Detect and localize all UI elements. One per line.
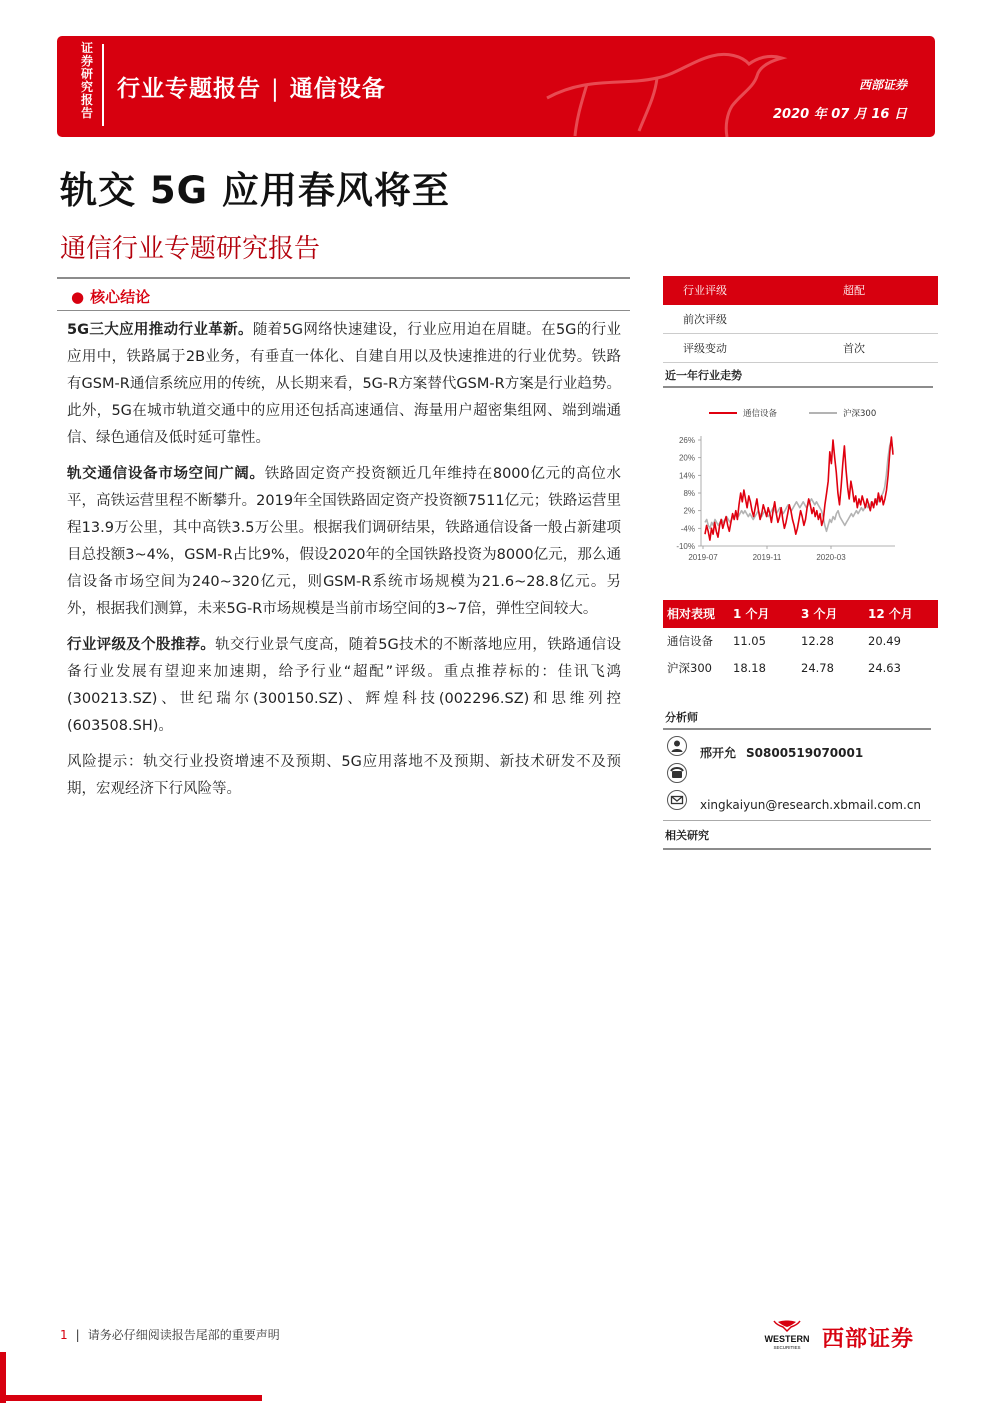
banner-brand: 西部证券 xyxy=(858,78,907,92)
analyst-section-title: 分析师 xyxy=(663,708,931,730)
table-cell: 沪深300 xyxy=(667,661,712,675)
series-line xyxy=(705,437,893,540)
logo-subtext: SECURITIES xyxy=(773,1345,801,1350)
chart-title: 近一年行业走势 xyxy=(663,366,933,388)
rating-change-value: 首次 xyxy=(843,342,865,355)
prev-rating-label: 前次评级 xyxy=(683,313,727,326)
analyst-email[interactable]: xingkaiyun@research.xbmail.com.cn xyxy=(700,798,922,812)
risk-warning-text: 风险提示：轨交行业投资增速不及预期、5G应用落地不及预期、新技术研发不及预期，宏观经济下行风险等。 xyxy=(67,754,621,797)
section-label: 核心结论 xyxy=(90,288,151,306)
paragraph xyxy=(67,632,621,740)
table-row xyxy=(663,655,938,682)
related-research-title: 相关研究 xyxy=(663,826,931,850)
header-banner xyxy=(57,36,935,137)
table-row xyxy=(663,628,938,655)
person-icon xyxy=(667,736,687,756)
table-cell: 20.49 xyxy=(868,634,901,648)
header-cell: 3 个月 xyxy=(801,607,838,621)
y-tick-label: -4% xyxy=(680,524,695,534)
core-conclusion-header xyxy=(57,277,630,311)
title-separator: | xyxy=(271,76,280,102)
header-cell: 12 个月 xyxy=(868,607,913,621)
report-subtitle: 通信行业专题研究报告 xyxy=(60,234,321,264)
y-tick-label: 8% xyxy=(683,489,695,498)
rating-row-current xyxy=(663,276,938,305)
banner-title xyxy=(117,70,386,103)
analyst-info xyxy=(700,744,863,761)
rating-value: 超配 xyxy=(843,284,865,297)
report-type: 行业专题报告 xyxy=(117,76,261,102)
paragraph xyxy=(67,749,621,803)
analyst-name: 邢开允 xyxy=(700,746,737,760)
logo-wordmark: WESTERN xyxy=(764,1334,810,1344)
footer-separator: | xyxy=(75,1328,80,1342)
legend-label: 沪深300 xyxy=(843,409,877,419)
table-cell: 11.05 xyxy=(733,634,766,648)
section-bullet-icon: ● xyxy=(71,288,85,306)
paragraph-lead: 行业评级及个股推荐。 xyxy=(67,637,216,653)
phone-icon xyxy=(667,763,687,783)
report-title: 轨交 5G 应用春风将至 xyxy=(60,169,450,212)
table-cell: 通信设备 xyxy=(667,634,713,648)
x-tick-label: 2019-11 xyxy=(752,553,782,562)
table-cell: 18.18 xyxy=(733,661,766,675)
western-securities-logo xyxy=(756,1320,818,1350)
core-conclusion-body xyxy=(67,317,621,812)
disclaimer-text: 请务必仔细阅读报告尾部的重要声明 xyxy=(87,1328,280,1342)
y-tick-label: 14% xyxy=(678,471,695,481)
banner-divider xyxy=(102,44,104,126)
paragraph-text: 铁路固定资产投资额近几年维持在8000亿元的高位水平，高铁运营里程不断攀升。2019年全国铁路固定资产投资额7511亿元；铁路运营里程13.9万公里，其中高铁3.5万公里。根据我们调研结果，铁路通信设备一般占新建项目总投额3~4%，GSM-R占比9%，假设2020年的全国铁路投资为8000亿元，那么通信设备市场空间为240~320亿元，则GSM-R系统市场规模为21.6~28.8亿元。另外，根据我们测算，未来5G-R市场规模是当前市场空间的3~7倍，弹性空间较大。 xyxy=(67,466,621,617)
legend-label: 通信设备 xyxy=(743,409,778,419)
paragraph-lead: 5G三大应用推动行业革新。 xyxy=(67,322,253,338)
report-category-vertical-label: 证券研究报告 xyxy=(80,41,93,120)
rating-label: 行业评级 xyxy=(683,284,727,297)
performance-header-row xyxy=(663,600,938,628)
table-cell: 12.28 xyxy=(801,634,834,648)
footer-accent-horizontal xyxy=(0,1395,262,1401)
email-icon xyxy=(667,790,687,810)
page-number: 1 xyxy=(60,1328,68,1342)
paragraph-text: 随着5G网络快速建设，行业应用迫在眉睫。在5G的行业应用中，铁路属于2B业务，有垂直一体化、自建自用以及快速推进的行业优势。铁路有GSM-R通信系统应用的传统，从长期来看，5G-R方案替代GSM-R方案是行业趋势。此外，5G在城市轨道交通中的应用还包括高速通信、海量用户超密集组网、端到端通信、绿色通信及低时延可靠性。 xyxy=(67,322,621,446)
y-tick-label: -10% xyxy=(676,542,695,551)
paragraph xyxy=(67,461,621,623)
y-tick-label: 2% xyxy=(683,506,695,516)
rating-row-previous xyxy=(663,305,938,334)
paragraph xyxy=(67,317,621,452)
x-tick-label: 2020-03 xyxy=(816,553,846,562)
report-date: 2020 年 07 月 16 日 xyxy=(773,107,907,122)
divider xyxy=(663,820,931,821)
y-tick-label: 26% xyxy=(678,436,695,445)
analyst-certificate-code: S0800519070001 xyxy=(746,746,864,760)
rating-row-change xyxy=(663,334,938,363)
chart-legend xyxy=(709,408,876,419)
footer-notice xyxy=(60,1326,280,1343)
paragraph-text: 轨交行业景气度高，随着5G技术的不断落地应用，铁路通信设备行业发展有望迎来加速期，给予行业“超配”评级。重点推荐标的：佳讯飞鸿(300213.SZ)、世纪瑞尔(300150.SZ)、辉煌科技(002296.SZ)和思维列控 (603508.SH)。 xyxy=(67,637,621,734)
bull-watermark-icon xyxy=(527,36,807,137)
y-tick-label: 20% xyxy=(678,453,695,463)
paragraph-lead: 轨交通信设备市场空间广阔。 xyxy=(67,466,265,482)
footer-brand: 西部证券 xyxy=(822,1327,915,1352)
rating-table xyxy=(663,276,938,363)
industry-trend-chart xyxy=(663,396,933,571)
industry-name: 通信设备 xyxy=(289,76,386,102)
rating-change-label: 评级变动 xyxy=(683,342,727,355)
x-tick-label: 2019-07 xyxy=(688,553,718,562)
header-cell: 1 个月 xyxy=(733,607,770,621)
table-cell: 24.78 xyxy=(801,661,834,675)
relative-performance-table xyxy=(663,600,938,682)
table-cell: 24.63 xyxy=(868,661,901,675)
header-cell: 相对表现 xyxy=(667,607,716,621)
